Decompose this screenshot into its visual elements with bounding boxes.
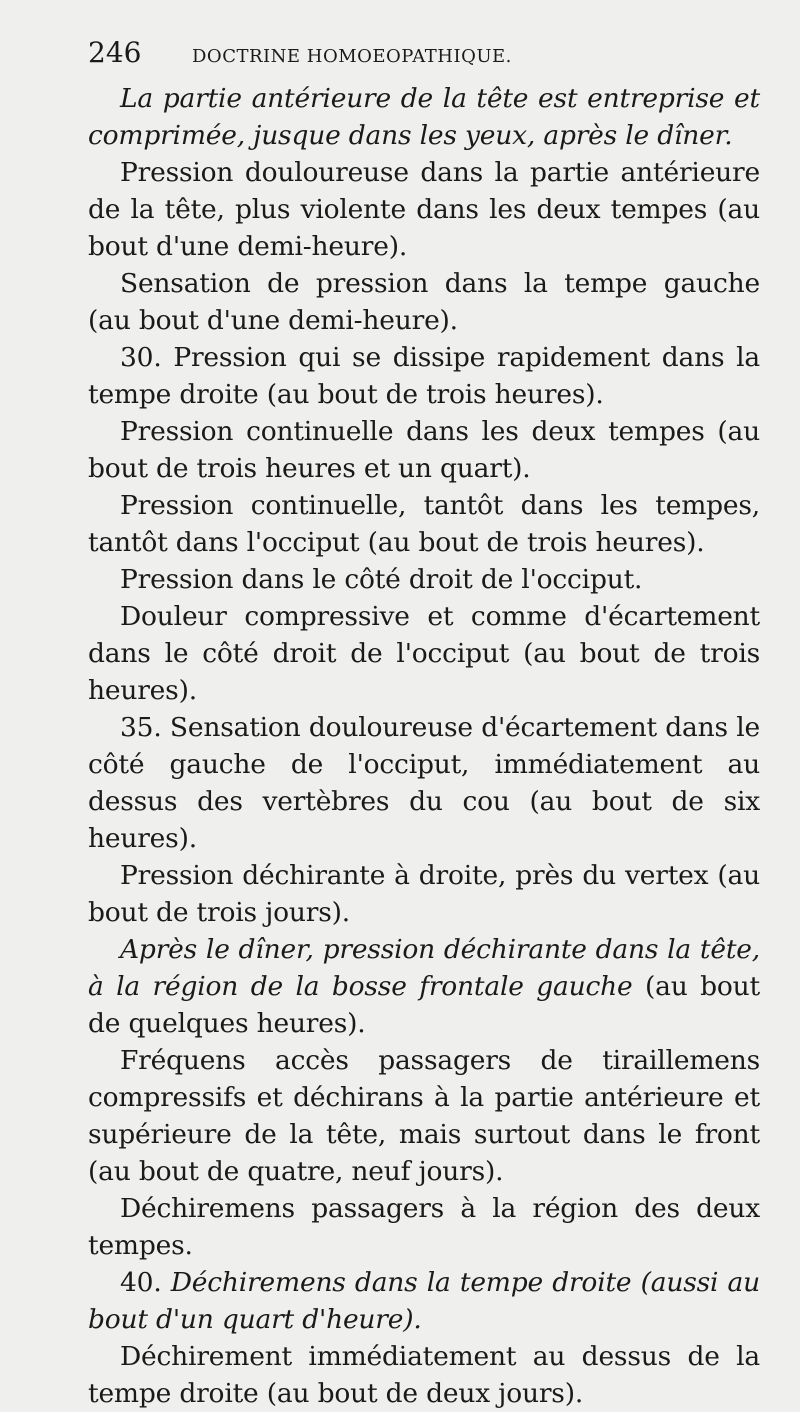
paragraph	[88, 1042, 760, 1190]
paragraph	[88, 265, 760, 339]
page-body	[88, 80, 760, 1412]
paragraph	[88, 1338, 760, 1412]
paragraph	[88, 561, 760, 598]
text-segment: Sensation de pression dans la tempe gauche (au bout d'une demi-heure).	[88, 268, 760, 336]
text-segment: Déchiremens passagers à la région des deux tempes.	[88, 1193, 760, 1261]
paragraph	[88, 413, 760, 487]
paragraph	[88, 339, 760, 413]
text-segment: Après le dîner, pression déchirante dans la tête, à la région de la bosse frontale gauche	[88, 934, 760, 1002]
text-segment: Pression douloureuse dans la partie antérieure de la tête, plus violente dans les deux tempes (au bout d'une demi-heure).	[88, 157, 760, 262]
paragraph	[88, 857, 760, 931]
page-number: 246	[88, 36, 142, 69]
paragraph	[88, 598, 760, 709]
paragraph	[88, 154, 760, 265]
paragraph	[88, 931, 760, 1042]
text-segment: Douleur compressive et comme d'écartement dans le côté droit de l'occiput (au bout de trois heures).	[88, 601, 760, 706]
text-segment: Pression continuelle, tantôt dans les tempes, tantôt dans l'occiput (au bout de trois heures).	[88, 490, 760, 558]
text-segment: Déchirement immédiatement au dessus de la tempe droite (au bout de deux jours).	[88, 1341, 760, 1409]
text-segment: 40.	[120, 1267, 171, 1298]
text-segment: Pression déchirante à droite, près du vertex (au bout de trois jours).	[88, 860, 760, 928]
paragraph	[88, 1190, 760, 1264]
text-segment: 30. Pression qui se dissipe rapidement dans la tempe droite (au bout de trois heures).	[88, 342, 760, 410]
text-segment: Pression dans le côté droit de l'occiput.	[120, 564, 643, 595]
text-segment: Fréquens accès passagers de tiraillemens compressifs et déchirans à la partie antérieure et supérieure de la tête, mais surtout dans le front (au bout de quatre, neuf jours).	[88, 1045, 760, 1187]
page-header	[88, 36, 760, 76]
running-title: DOCTRINE HOMOEOPATHIQUE.	[192, 46, 512, 67]
paragraph	[88, 80, 760, 154]
text-segment: 35. Sensation douloureuse d'écartement dans le côté gauche de l'occiput, immédiatement au dessus des vertèbres du cou (au bout de six heures).	[88, 712, 760, 854]
text-segment: (au bout de quelques heures).	[88, 971, 760, 1039]
paragraph	[88, 709, 760, 857]
paragraph	[88, 487, 760, 561]
text-segment: Pression continuelle dans les deux tempes (au bout de trois heures et un quart).	[88, 416, 760, 484]
text-segment: Déchiremens dans la tempe droite (aussi au bout d'un quart d'heure).	[88, 1267, 760, 1335]
paragraph	[88, 1264, 760, 1338]
text-segment: La partie antérieure de la tête est entreprise et comprimée, jusque dans les yeux, après le dîner.	[88, 83, 760, 151]
